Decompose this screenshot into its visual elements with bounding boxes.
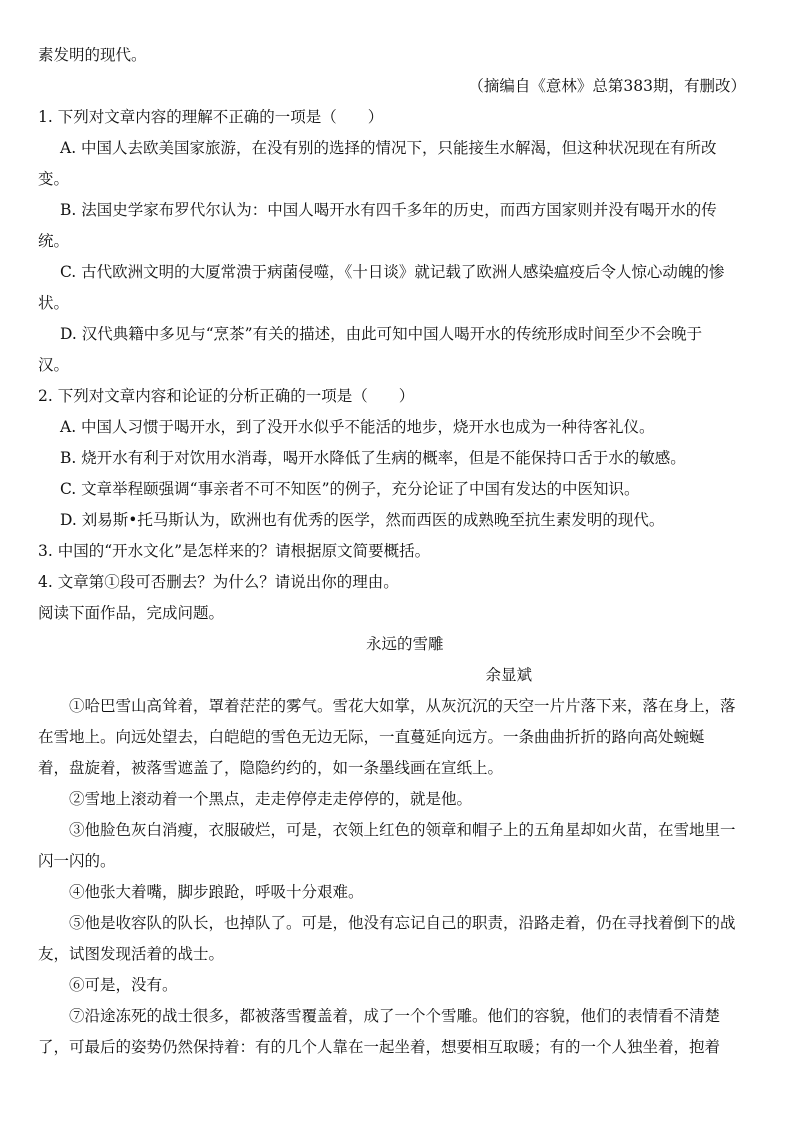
paragraph-7-line-2: 了，可最后的姿势仍然保持着：有的几个人靠在一起坐着，想要相互取暖；有的一个人独坐着，抱着 [38, 1038, 721, 1056]
question-2-stem: 2. 下列对文章内容和论证的分析正确的一项是（ ） [38, 387, 415, 405]
paragraph-5: ⑤他是收容队的队长，也掉队了。可是，他没有忘记自己的职责，沿路走着，仍在寻找着倒下的战 [69, 914, 736, 932]
continuation-line: 素发明的现代。 [38, 46, 147, 64]
paragraph-1-line-3: 着，盘旋着，被落雪遮盖了，隐隐约约的，如一条墨线画在宣纸上。 [38, 759, 504, 777]
paragraph-5-line-2: 友，试图发现活着的战士。 [38, 945, 225, 963]
question-1-option-d: D. 汉代典籍中多见与“烹茶”有关的描述，由此可知中国人喝开水的传统形成时间至少不会晚于 [60, 325, 703, 343]
question-1-option-d-cont: 汉。 [38, 356, 70, 374]
question-1-option-c: C. 古代欧洲文明的大厦常溃于病菌侵噬，《十日谈》就记载了欧洲人感染瘟疫后令人惊心动魄的惨 [60, 263, 725, 281]
paragraph-1-line-2: 在雪地上。向远处望去，白皑皑的雪色无边无际，一直蔓延向远方。一条曲曲折折的路向高处蜿蜒 [38, 728, 705, 746]
question-3: 3. 中国的“开水文化”是怎样来的？请根据原文简要概括。 [38, 542, 431, 560]
paragraph-1: ①哈巴雪山高耸着，罩着茫茫的雾气。雪花大如掌，从灰沉沉的天空一片片落下来，落在身上，落 [69, 697, 736, 715]
question-1-option-a: A. 中国人去欧美国家旅游，在没有别的选择的情况下，只能接生水解渴，但这种状况现在有所改 [60, 139, 717, 157]
question-4: 4. 文章第①段可否删去？为什么？请说出你的理由。 [38, 573, 399, 591]
source-citation: （摘编自《意林》总第383期，有删改） [468, 77, 746, 95]
story-title: 永远的雪雕 [366, 635, 444, 653]
paragraph-6: ⑥可是，没有。 [69, 976, 178, 994]
question-1-option-a-cont: 变。 [38, 170, 70, 188]
story-author: 余显斌 [485, 666, 532, 684]
paragraph-3-line-2: 闪一闪的。 [38, 852, 116, 870]
question-1-option-c-cont: 状。 [38, 294, 70, 312]
question-2-option-c: C. 文章举程颐强调“事亲者不可不知医”的例子，充分论证了中国有发达的中医知识。 [60, 480, 640, 498]
question-1-stem: 1. 下列对文章内容的理解不正确的一项是（ ） [38, 108, 384, 126]
paragraph-3: ③他脸色灰白消瘦，衣服破烂，可是，衣领上红色的领章和帽子上的五角星却如火苗，在雪地里一 [69, 821, 736, 839]
paragraph-7: ⑦沿途冻死的战士很多，都被落雪覆盖着，成了一个个雪雕。他们的容貌，他们的表情看不清楚 [69, 1007, 721, 1025]
question-2-option-a: A. 中国人习惯于喝开水，到了没开水似乎不能活的地步，烧开水也成为一种待客礼仪。 [60, 418, 655, 436]
question-2-option-b: B. 烧开水有利于对饮用水消毒，喝开水降低了生病的概率，但是不能保持口舌于水的敏感。 [60, 449, 686, 467]
question-1-option-b-cont: 统。 [38, 232, 70, 250]
question-2-option-d: D. 刘易斯•托马斯认为，欧洲也有优秀的医学，然而西医的成熟晚至抗生素发明的现代。 [60, 511, 665, 529]
paragraph-4: ④他张大着嘴，脚步踉跄，呼吸十分艰难。 [69, 883, 364, 901]
question-1-option-b: B. 法国史学家布罗代尔认为：中国人喝开水有四千多年的历史，而西方国家则并没有喝开水的传 [60, 201, 717, 219]
paragraph-2: ②雪地上滚动着一个黑点，走走停停走走停停的，就是他。 [69, 790, 473, 808]
reading-instruction: 阅读下面作品，完成问题。 [38, 604, 225, 622]
